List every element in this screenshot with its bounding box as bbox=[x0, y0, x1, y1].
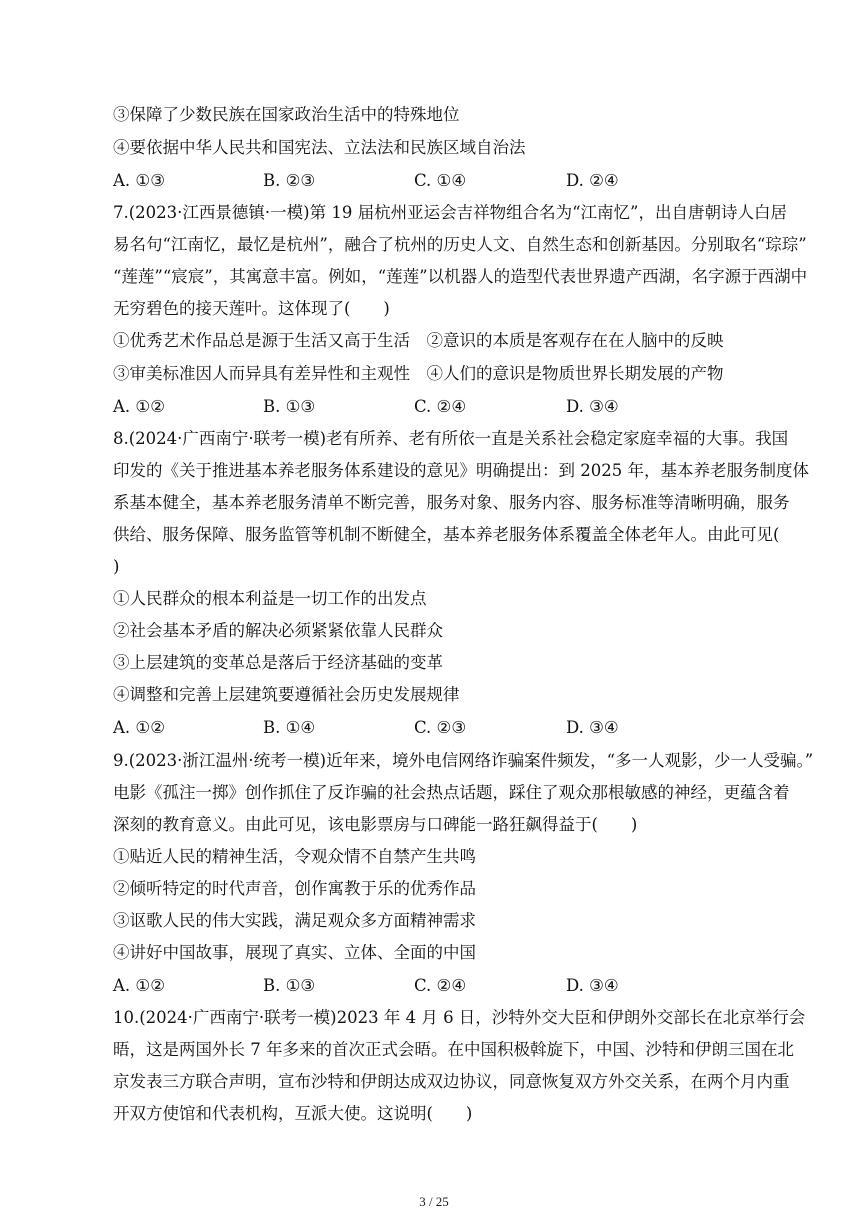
q9-option-d: D. ③④ bbox=[566, 976, 619, 995]
q7-stem-line: “莲莲”“宸宸”，其寓意丰富。例如，“莲莲”以机器人的造型代表世界遗产西湖，名字源于西湖中 bbox=[113, 267, 808, 286]
q9-item: ④讲好中国故事，展现了真实、立体、全面的中国 bbox=[113, 943, 476, 962]
q8-stem-line: 8.(2024·广西南宁·联考一模)老有所养、老有所依一直是关系社会稳定家庭幸福的大事。我国 bbox=[113, 429, 789, 448]
q6-item-4: ④要依据中华人民共和国宪法、立法法和民族区域自治法 bbox=[113, 138, 526, 157]
q8-item: ②社会基本矛盾的解决必须紧紧依靠人民群众 bbox=[113, 621, 443, 640]
q7-option-a: A. ①② bbox=[113, 397, 165, 416]
q9-stem-line: 深刻的教育意义。由此可见，该电影票房与口碑能一路狂飙得益于( ) bbox=[113, 815, 638, 834]
q9-item: ②倾听特定的时代声音，创作寓教于乐的优秀作品 bbox=[113, 879, 476, 898]
q9-item: ③讴歌人民的伟大实践，满足观众多方面精神需求 bbox=[113, 911, 476, 930]
q6-option-d: D. ②④ bbox=[566, 171, 619, 190]
page-number: 3 / 25 bbox=[419, 1194, 449, 1209]
q8-option-d: D. ③④ bbox=[566, 718, 619, 737]
q7-option-d: D. ③④ bbox=[566, 397, 619, 416]
q6-item-3: ③保障了少数民族在国家政治生活中的特殊地位 bbox=[113, 105, 460, 124]
q7-option-c: C. ②④ bbox=[414, 397, 467, 416]
q7-stem-line: 无穷碧色的接天莲叶。这体现了( ) bbox=[113, 299, 390, 318]
q9-item: ①贴近人民的精神生活，令观众情不自禁产生共鸣 bbox=[113, 847, 476, 866]
q7-items-row: ③审美标准因人而异具有差异性和主观性 ④人们的意识是物质世界长期发展的产物 bbox=[113, 364, 724, 383]
q9-option-c: C. ②④ bbox=[414, 976, 467, 995]
q9-stem-line: 9.(2023·浙江温州·统考一模)近年来，境外电信网络诈骗案件频发，“多一人观影，少一人受骗。” bbox=[113, 751, 814, 770]
q8-stem-line: ) bbox=[113, 557, 120, 576]
q8-option-c: C. ②③ bbox=[414, 718, 467, 737]
q8-option-b: B. ①④ bbox=[263, 718, 316, 737]
q10-stem-line: 开双方使馆和代表机构，互派大使。这说明( ) bbox=[113, 1104, 473, 1123]
q8-stem-line: 印发的《关于推进基本养老服务体系建设的意见》明确提出：到 2025 年，基本养老服务制度体 bbox=[113, 461, 809, 480]
q6-option-b: B. ②③ bbox=[263, 171, 316, 190]
q7-stem-line: 7.(2023·江西景德镇·一模)第 19 届杭州亚运会吉祥物组合名为“江南忆”，出自唐朝诗人白居 bbox=[113, 203, 787, 222]
q8-stem-line: 供给、服务保障、服务监管等机制不断健全，基本养老服务体系覆盖全体老年人。由此可见( bbox=[113, 525, 780, 544]
q10-stem-line: 京发表三方联合声明，宣布沙特和伊朗达成双边协议，同意恢复双方外交关系，在两个月内重 bbox=[113, 1072, 790, 1091]
q7-option-b: B. ①③ bbox=[263, 397, 316, 416]
q9-option-a: A. ①② bbox=[113, 976, 165, 995]
q8-item: ③上层建筑的变革总是落后于经济基础的变革 bbox=[113, 653, 443, 672]
q9-option-b: B. ①③ bbox=[263, 976, 316, 995]
q7-stem-line: 易名句“江南忆，最忆是杭州”，融合了杭州的历史人文、自然生态和创新基因。分别取名“琮琮” bbox=[113, 235, 807, 254]
q9-stem-line: 电影《孤注一掷》创作抓住了反诈骗的社会热点话题，踩住了观众那根敏感的神经，更蕴含着 bbox=[113, 783, 790, 802]
q7-items-row: ①优秀艺术作品总是源于生活又高于生活 ②意识的本质是客观存在在人脑中的反映 bbox=[113, 331, 724, 350]
q10-stem-line: 晤，这是两国外长 7 年多来的首次正式会晤。在中国积极斡旋下，中国、沙特和伊朗三国在北 bbox=[113, 1040, 794, 1059]
q6-option-c: C. ①④ bbox=[414, 171, 467, 190]
q8-item: ④调整和完善上层建筑要遵循社会历史发展规律 bbox=[113, 685, 460, 704]
q8-option-a: A. ①② bbox=[113, 718, 165, 737]
q6-option-a: A. ①③ bbox=[113, 171, 165, 190]
q10-stem-line: 10.(2024·广西南宁·联考一模)2023 年 4 月 6 日，沙特外交大臣和伊朗外交部长在北京举行会 bbox=[113, 1008, 806, 1027]
q8-item: ①人民群众的根本利益是一切工作的出发点 bbox=[113, 589, 427, 608]
q8-stem-line: 系基本健全，基本养老服务清单不断完善，服务对象、服务内容、服务标准等清晰明确，服务 bbox=[113, 493, 790, 512]
